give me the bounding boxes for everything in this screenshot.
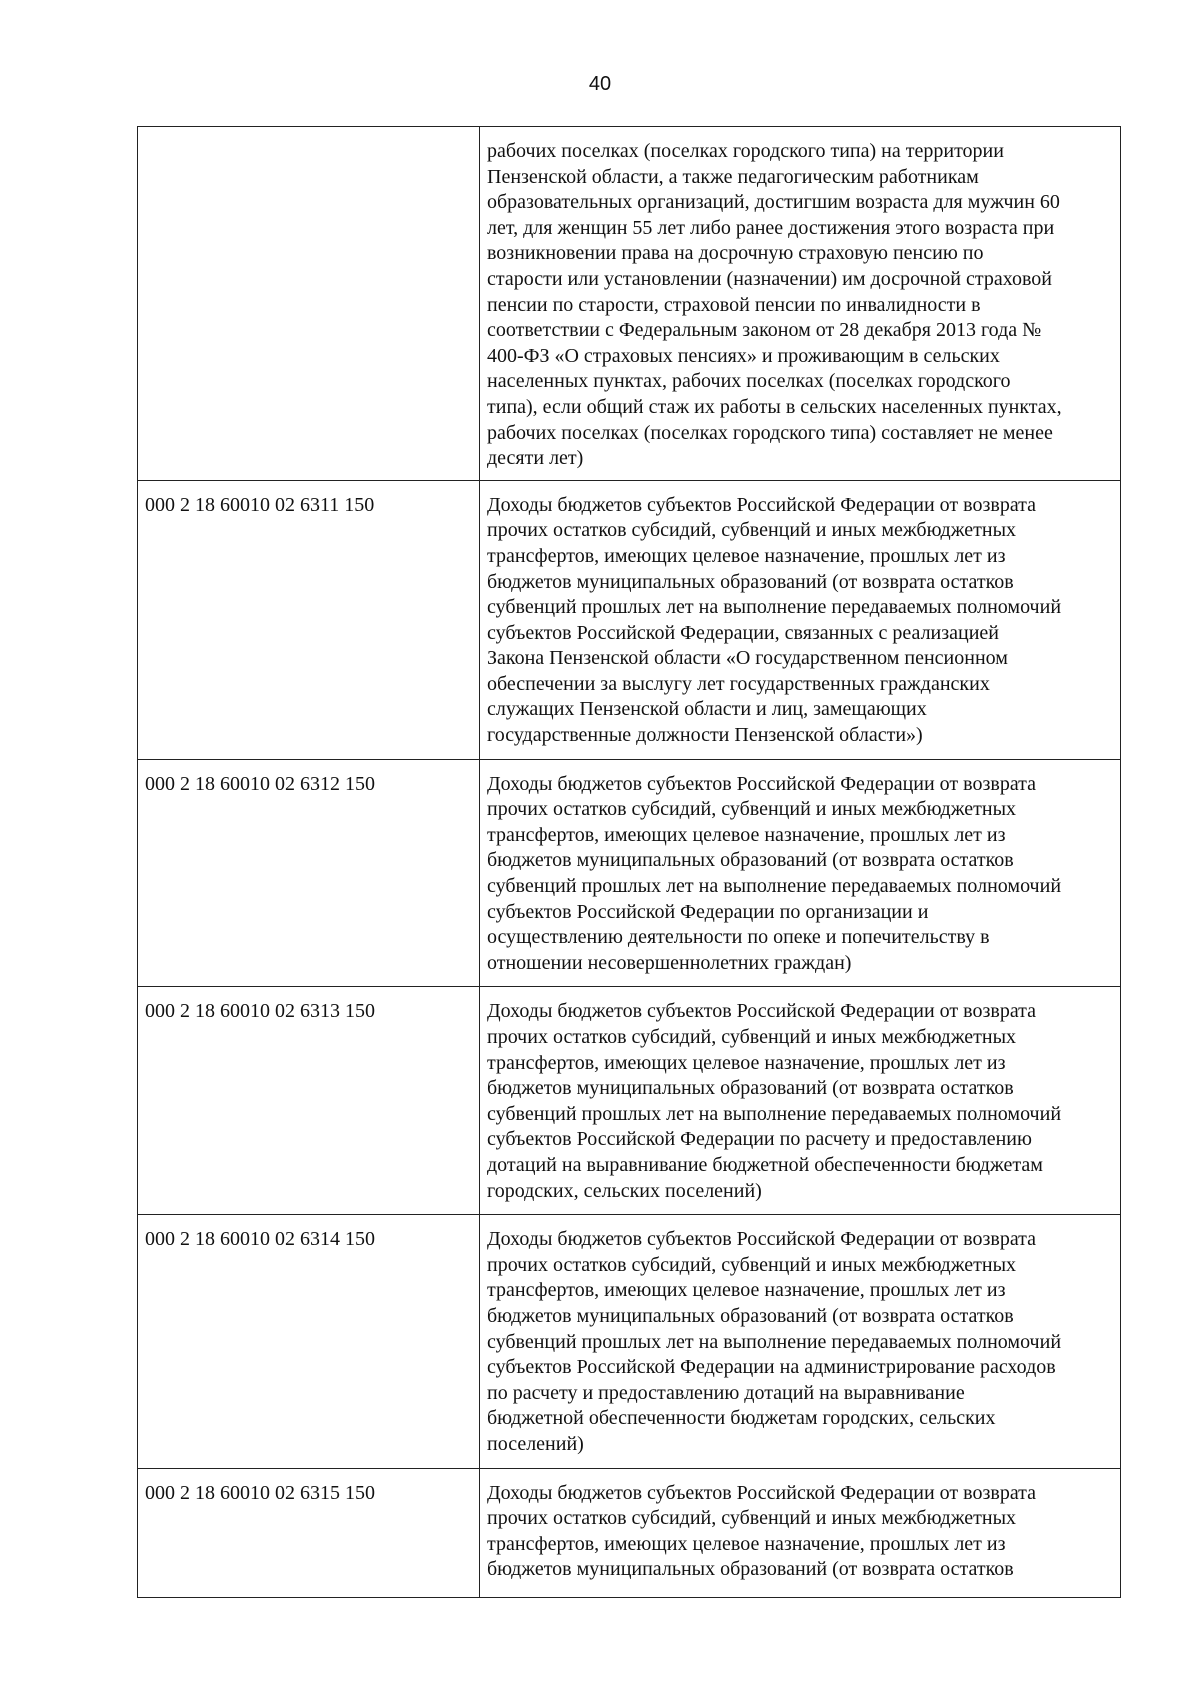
code-cell: 000 2 18 60010 02 6311 150: [138, 480, 480, 759]
description-cell: [480, 987, 1121, 1215]
description-text: Доходы бюджетов субъектов Российской Федерации от возврата прочих остатков субсидий, субвенций и иных межбюджетных трансфертов, имеющих целевое назначение, прошлых лет из бюджетов муниципальных образований (от возврата остатков: [487, 1481, 1037, 1581]
revenue-code-table: [137, 126, 1121, 1598]
table-row: [138, 1215, 1121, 1468]
description-cell: [480, 759, 1121, 987]
description-text: Доходы бюджетов субъектов Российской Федерации от возврата прочих остатков субсидий, субвенций и иных межбюджетных трансфертов, имеющих целевое назначение, прошлых лет из бюджетов муниципальных образований (от возврата остатков субвенций прошлых лет на выполнение передаваемых полномочий субъектов Российской Федерации по организации и осуществлению деятельности по опеке и попечительству в отношении несовершеннолетних граждан): [487, 772, 1062, 974]
description-cell: [480, 127, 1121, 481]
code-cell: 000 2 18 60010 02 6315 150: [138, 1468, 480, 1597]
table-row: [138, 759, 1121, 987]
table-row: [138, 127, 1121, 481]
description-cell: [480, 480, 1121, 759]
table-row: [138, 480, 1121, 759]
description-text: рабочих поселках (поселках городского типа) на территории Пензенской области, а также педагогическим работникам образовательных организаций, достигшим возраста для мужчин 60 лет, для женщин 55 лет либо ранее достижения этого возраста при возникновении права на досрочную страховую пенсию по старости или установлении (назначении) им досрочной страховой пенсии по старости, страховой пенсии по инвалидности в соответствии с Федеральным законом от 28 декабря 2013 года № 400-ФЗ «О страховых пенсиях» и проживающим в сельских населенных пунктах, рабочих поселках (поселках городского типа), если общий стаж их работы в сельских населенных пунктах, рабочих поселках (поселках городского типа) составляет не менее десяти лет): [487, 140, 1062, 470]
table-row: [138, 1468, 1121, 1597]
page-number: 40: [588, 73, 612, 95]
code-cell: 000 2 18 60010 02 6314 150: [138, 1215, 480, 1468]
code-cell: [138, 127, 480, 481]
code-cell: 000 2 18 60010 02 6312 150: [138, 759, 480, 987]
description-cell: [480, 1215, 1121, 1468]
description-text: Доходы бюджетов субъектов Российской Федерации от возврата прочих остатков субсидий, субвенций и иных межбюджетных трансфертов, имеющих целевое назначение, прошлых лет из бюджетов муниципальных образований (от возврата остатков субвенций прошлых лет на выполнение передаваемых полномочий субъектов Российской Федерации на администрирование расходов по расчету и предоставлению дотаций на выравнивание бюджетной обеспеченности бюджетам городских, сельских поселений): [487, 1228, 1062, 1455]
code-cell: 000 2 18 60010 02 6313 150: [138, 987, 480, 1215]
description-cell: [480, 1468, 1121, 1597]
description-text: Доходы бюджетов субъектов Российской Федерации от возврата прочих остатков субсидий, субвенций и иных межбюджетных трансфертов, имеющих целевое назначение, прошлых лет из бюджетов муниципальных образований (от возврата остатков субвенций прошлых лет на выполнение передаваемых полномочий субъектов Российской Федерации по расчету и предоставлению дотаций на выравнивание бюджетной обеспеченности бюджетам городских, сельских поселений): [487, 1000, 1062, 1202]
table-row: [138, 987, 1121, 1215]
description-text: Доходы бюджетов субъектов Российской Федерации от возврата прочих остатков субсидий, субвенций и иных межбюджетных трансфертов, имеющих целевое назначение, прошлых лет из бюджетов муниципальных образований (от возврата остатков субвенций прошлых лет на выполнение передаваемых полномочий субъектов Российской Федерации, связанных с реализацией Закона Пензенской области «О государственном пенсионном обеспечении за выслугу лет государственных гражданских служащих Пензенской области и лиц, замещающих государственные должности Пензенской области»): [487, 493, 1062, 747]
